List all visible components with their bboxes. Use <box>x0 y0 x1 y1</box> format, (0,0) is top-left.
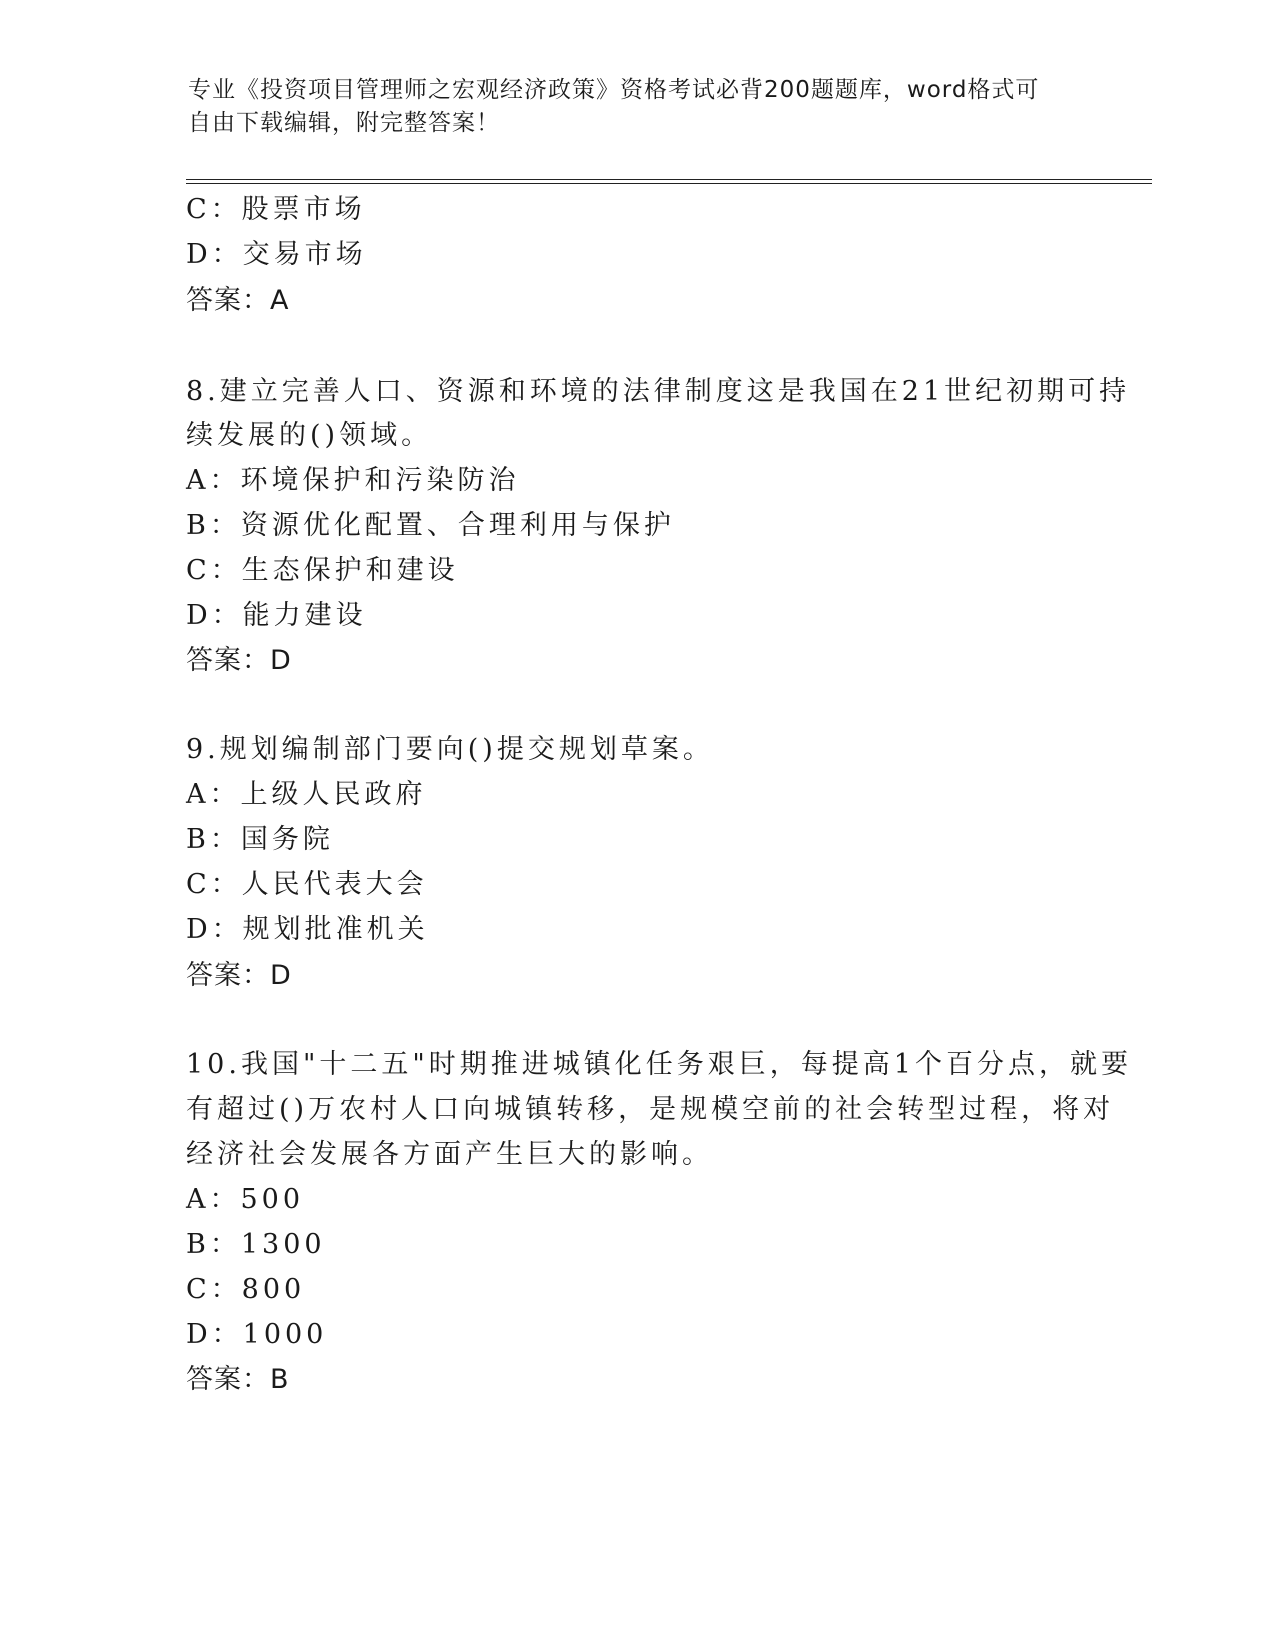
q9-stem-line-1: 9.规划编制部门要向()提交规划草案。 <box>186 734 714 765</box>
q10-option-b: B：1300 <box>186 1229 326 1260</box>
q8-option-b: B：资源优化配置、合理利用与保护 <box>186 510 675 541</box>
header-divider-top <box>186 179 1152 180</box>
header-line-1: 专业《投资项目管理师之宏观经济政策》资格考试必背200题题库，word格式可 <box>188 77 1040 103</box>
q8-option-d: D：能力建设 <box>186 600 367 631</box>
document-header <box>188 74 1088 140</box>
q9-answer: 答案：D <box>186 960 292 991</box>
q10-stem-line-1: 10.我国"十二五"时期推进城镇化任务艰巨，每提高1个百分点，就要 <box>186 1049 1132 1080</box>
q7-answer: 答案：A <box>186 285 290 316</box>
q7-option-c: C：股票市场 <box>186 194 366 225</box>
q10-stem-line-3: 经济社会发展各方面产生巨大的影响。 <box>186 1139 713 1170</box>
q8-answer: 答案：D <box>186 645 292 676</box>
q9-option-a: A：上级人民政府 <box>186 779 427 810</box>
q9-option-c: C：人民代表大会 <box>186 869 428 900</box>
q8-option-a: A：环境保护和污染防治 <box>186 465 520 496</box>
q10-option-a: A：500 <box>186 1184 305 1215</box>
q7-option-d: D：交易市场 <box>186 239 367 270</box>
header-line-2: 自由下载编辑，附完整答案！ <box>188 110 500 136</box>
q9-option-b: B：国务院 <box>186 824 334 855</box>
q10-option-c: C：800 <box>186 1274 306 1305</box>
q10-answer: 答案：B <box>186 1364 290 1395</box>
header-divider-bottom <box>186 183 1152 184</box>
q8-option-c: C：生态保护和建设 <box>186 555 459 586</box>
q9-option-d: D：规划批准机关 <box>186 914 429 945</box>
q10-stem-line-2: 有超过()万农村人口向城镇转移，是规模空前的社会转型过程，将对 <box>186 1094 1115 1125</box>
q10-option-d: D：1000 <box>186 1319 328 1350</box>
q8-stem-line-1: 8.建立完善人口、资源和环境的法律制度这是我国在21世纪初期可持 <box>186 376 1131 407</box>
q8-stem-line-2: 续发展的()领域。 <box>186 420 433 451</box>
